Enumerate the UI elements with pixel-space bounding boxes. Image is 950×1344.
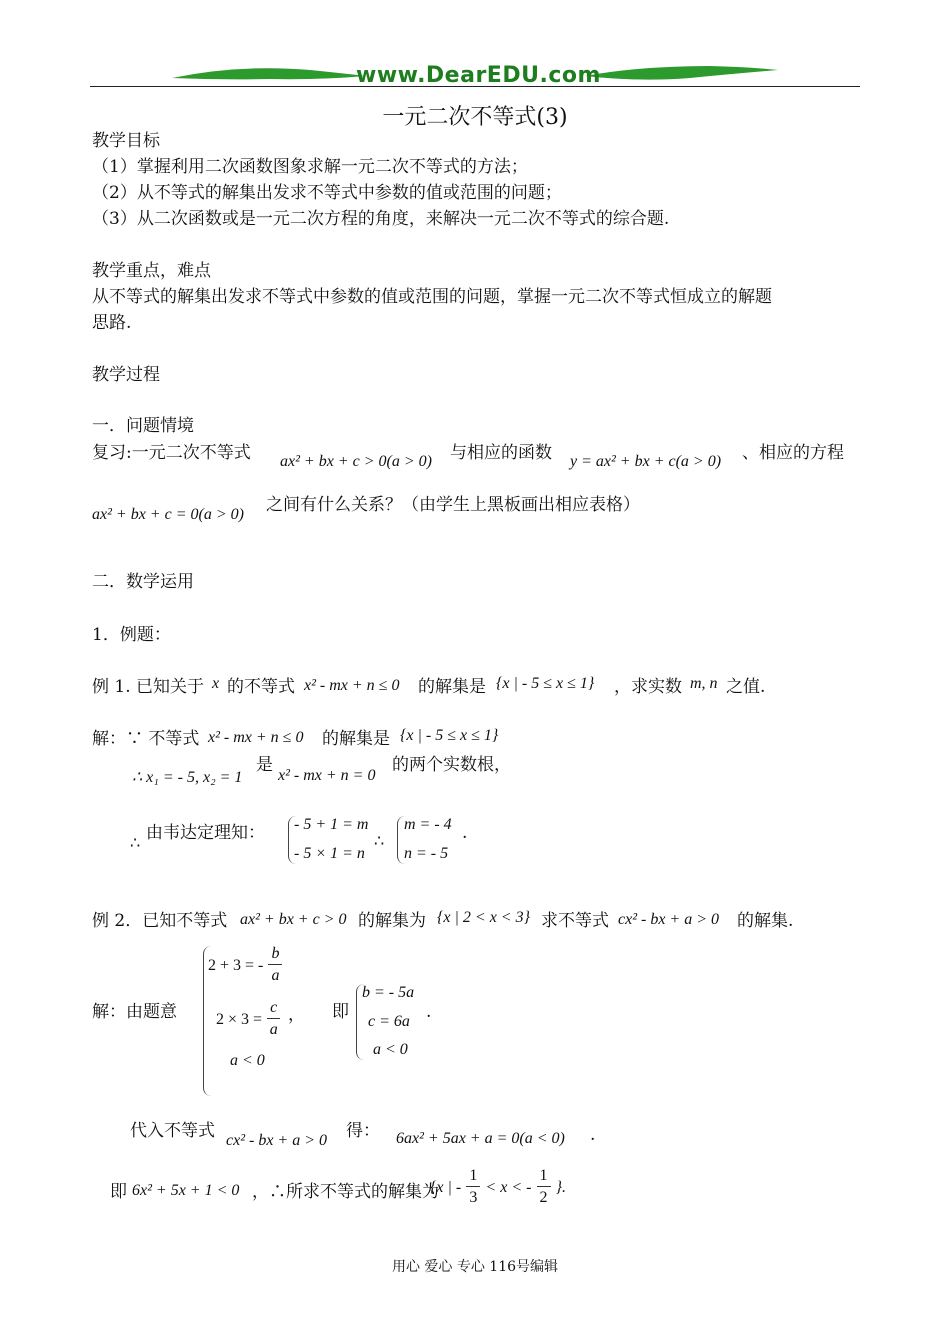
fraction-c-over-a bbox=[267, 998, 280, 1041]
page-footer: 用心 爱心 专心 116号编辑 bbox=[391, 1259, 559, 1275]
fraction-denominator: 2 bbox=[539, 1189, 548, 1206]
ex1-inequality: x² - mx + n ≤ 0 bbox=[304, 677, 400, 694]
ex2-text: 例 2．已知不等式 bbox=[92, 911, 228, 931]
ex2-period: . bbox=[426, 1002, 432, 1022]
ex1-text: 例 1. 已知关于 bbox=[92, 677, 205, 697]
ex1-sol-text: 的解集是 bbox=[322, 729, 390, 749]
review-tail: 之间有什么关系？（由学生上黑板画出相应表格） bbox=[266, 495, 640, 515]
ex1-system-line: - 5 × 1 = n bbox=[294, 845, 365, 862]
section1-heading: 一．问题情境 bbox=[92, 416, 194, 436]
review-mid1: 与相应的函数 bbox=[450, 443, 552, 463]
ex2-final-set bbox=[430, 1166, 566, 1209]
ex1-roots: ∴ x₁ = - 5, x₂ = 1 bbox=[132, 769, 243, 786]
review-mid2: 、相应的方程 bbox=[742, 443, 844, 463]
ex1-period: . bbox=[462, 823, 468, 843]
ex1-sol-inequality: x² - mx + n ≤ 0 bbox=[208, 729, 304, 746]
ex2-comma: ， bbox=[288, 1005, 305, 1025]
ex1-therefore: ∴ bbox=[130, 835, 141, 852]
fraction-denominator: a bbox=[271, 967, 280, 984]
keypoints-line: 思路. bbox=[92, 313, 132, 333]
fraction-denominator: a bbox=[269, 1021, 278, 1038]
page-title: 一元二次不等式(3) bbox=[382, 105, 568, 130]
ex2-system-left: 2 × 3 = bbox=[216, 1011, 263, 1028]
ex2-inequality2: cx² - bx + a > 0 bbox=[618, 911, 720, 928]
ex1-vieta: 由韦达定理知： bbox=[146, 823, 265, 843]
ex1-text: 之值. bbox=[726, 677, 766, 697]
fraction-numerator: b bbox=[268, 944, 282, 965]
ex2-text: 的解集为 bbox=[358, 911, 426, 931]
ex2-text: 的解集. bbox=[737, 911, 794, 931]
ex1-set: {x | - 5 ≤ x ≤ 1} bbox=[496, 675, 595, 692]
set-right: }. bbox=[555, 1179, 567, 1196]
ex1-text: 的解集是 bbox=[418, 677, 486, 697]
ex2-sub-prefix: 代入不等式 bbox=[130, 1121, 215, 1141]
review-equation: ax² + bx + c = 0(a > 0) bbox=[92, 506, 244, 523]
set-mid: < x < - bbox=[485, 1179, 532, 1196]
fraction-denominator: 3 bbox=[469, 1189, 478, 1206]
ex1-result-line: m = - 4 bbox=[404, 816, 452, 833]
goal-item: （1）掌握利用二次函数图象求解一元二次不等式的方法； bbox=[92, 157, 528, 177]
keypoints-heading: 教学重点，难点 bbox=[92, 261, 211, 281]
ex1-equation: x² - mx + n = 0 bbox=[278, 767, 376, 784]
section2-sub: 1．例题： bbox=[92, 625, 171, 645]
ex1-text: ，求实数 bbox=[614, 677, 682, 697]
keypoints-line: 从不等式的解集出发求不等式中参数的值或范围的问题，掌握一元二次不等式恒成立的解题 bbox=[92, 287, 772, 307]
review-inequality: ax² + bx + c > 0(a > 0) bbox=[280, 453, 432, 470]
fraction-b-over-a bbox=[268, 944, 282, 987]
ex2-system-row bbox=[208, 944, 282, 987]
ex2-result-line: c = 6a bbox=[368, 1013, 410, 1030]
goal-item: （3）从二次函数或是一元二次方程的角度，来解决一元二次不等式的综合题. bbox=[92, 209, 670, 229]
ex1-is: 是 bbox=[256, 755, 273, 775]
ex2-ji: 即 bbox=[332, 1002, 349, 1022]
ex2-sub-period: . bbox=[590, 1125, 596, 1145]
ex1-two-roots: 的两个实数根， bbox=[392, 755, 511, 775]
ex2-system-left: 2 + 3 = - bbox=[208, 957, 264, 974]
review-prefix: 复习:一元二次不等式 bbox=[92, 443, 251, 463]
goal-item: （2）从不等式的解集出发求不等式中参数的值或范围的问题； bbox=[92, 183, 562, 203]
set-left: {x | - bbox=[430, 1179, 462, 1196]
fraction-numerator: 1 bbox=[466, 1166, 480, 1187]
ex2-result-line: b = - 5a bbox=[362, 984, 415, 1001]
ex2-result-line: a < 0 bbox=[373, 1041, 408, 1058]
logo-text: www.DearEDU.com bbox=[356, 63, 601, 88]
ex2-final-prefix: 即 bbox=[110, 1182, 127, 1202]
fraction-one-half bbox=[537, 1166, 551, 1209]
goals-heading: 教学目标 bbox=[92, 131, 160, 151]
ex1-mn: m, n bbox=[690, 675, 718, 692]
review-function: y = ax² + bx + c(a > 0) bbox=[570, 453, 722, 470]
ex1-system-line: - 5 + 1 = m bbox=[294, 816, 369, 833]
ex1-sol-set: {x | - 5 ≤ x ≤ 1} bbox=[400, 727, 499, 744]
ex2-sol-prefix: 解：由题意 bbox=[92, 1002, 177, 1022]
fraction-one-third bbox=[466, 1166, 480, 1209]
ex1-therefore2: ∴ bbox=[374, 833, 385, 850]
ex2-final-inequality: 6x² + 5x + 1 < 0 bbox=[132, 1182, 240, 1199]
ex2-system-row bbox=[216, 998, 280, 1041]
ex2-sub-result: 6ax² + 5ax + a = 0(a < 0) bbox=[396, 1130, 565, 1147]
ex2-text: 求不等式 bbox=[541, 911, 609, 931]
ex1-result-line: n = - 5 bbox=[404, 845, 449, 862]
ex2-sub-inequality: cx² - bx + a > 0 bbox=[226, 1132, 328, 1149]
ex1-sol-prefix: 解：∵ 不等式 bbox=[92, 729, 200, 749]
ex2-system-line: a < 0 bbox=[230, 1052, 265, 1069]
header-rule bbox=[90, 86, 860, 87]
ex2-final-text: ，∴所求不等式的解集为 bbox=[252, 1182, 439, 1202]
ex2-de: 得： bbox=[346, 1121, 380, 1141]
process-heading: 教学过程 bbox=[92, 365, 160, 385]
ex1-text: 的不等式 bbox=[227, 677, 295, 697]
ex1-var: x bbox=[212, 675, 220, 692]
section2-heading: 二．数学运用 bbox=[92, 572, 194, 592]
fraction-numerator: 1 bbox=[537, 1166, 551, 1187]
ex2-inequality: ax² + bx + c > 0 bbox=[240, 911, 347, 928]
fraction-numerator: c bbox=[267, 998, 280, 1019]
ex2-set: {x | 2 < x < 3} bbox=[437, 909, 530, 926]
